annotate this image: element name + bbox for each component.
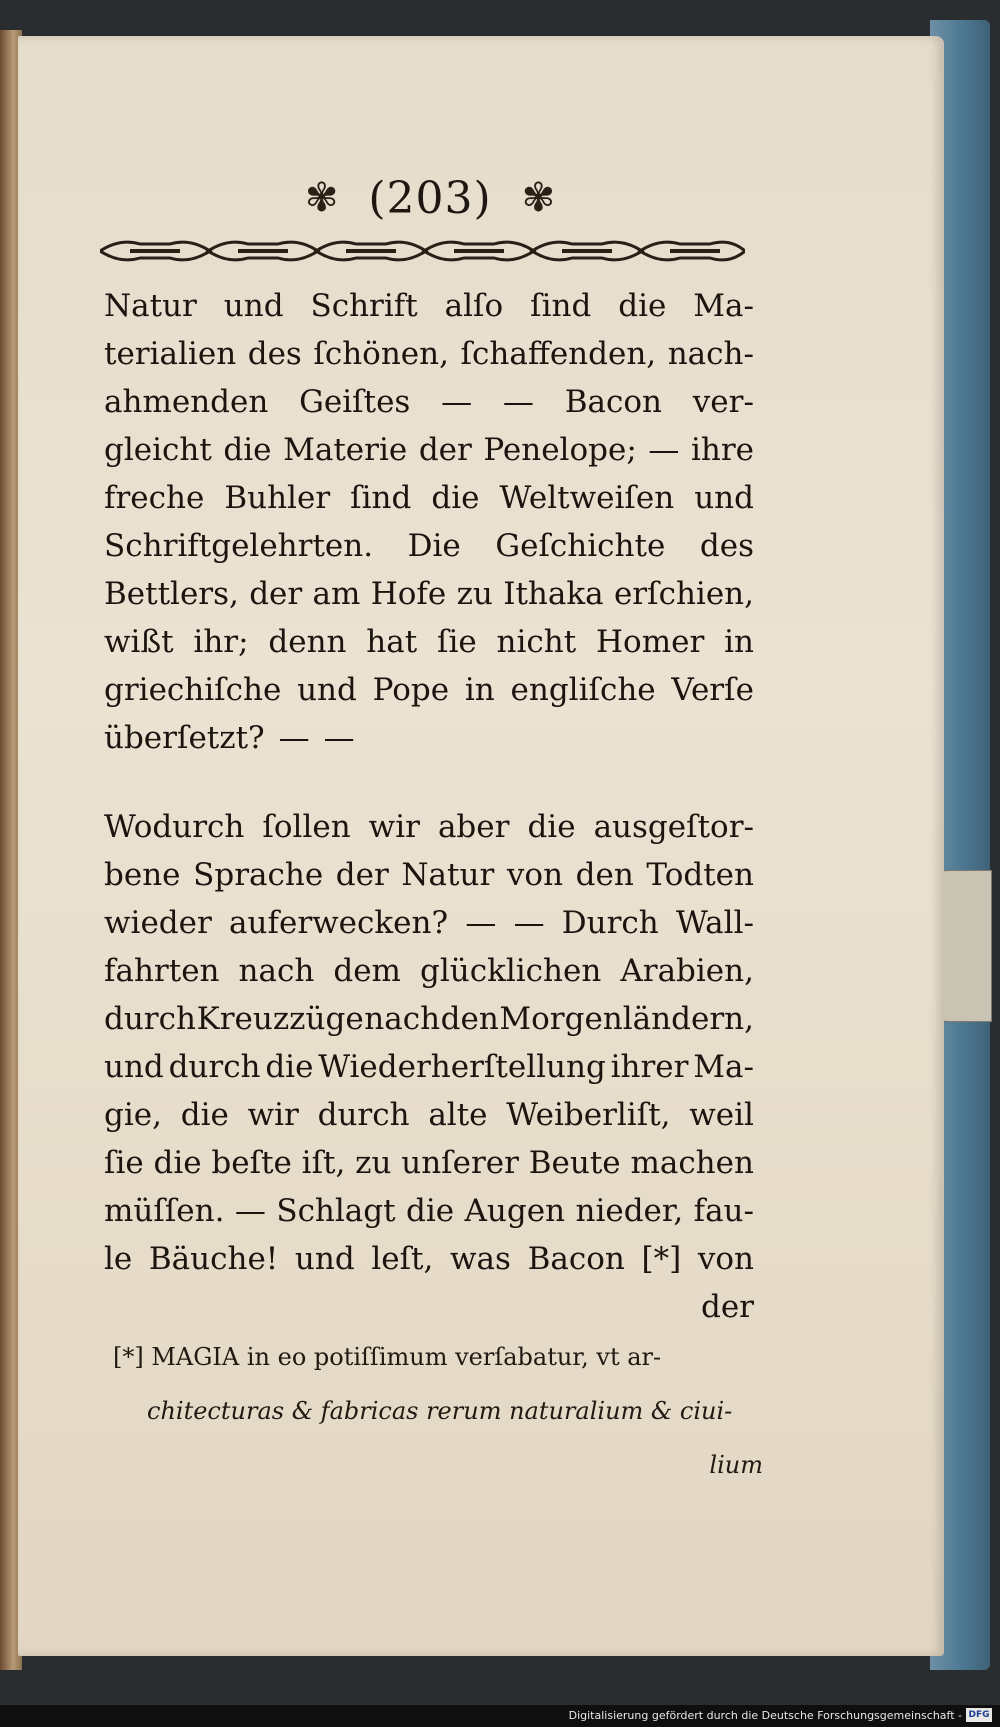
word: alſo <box>444 288 504 324</box>
word: Schriftgelehrten. <box>104 528 374 564</box>
word: ſind <box>530 288 592 324</box>
word: von <box>506 857 564 893</box>
word: ihrer <box>610 1049 689 1085</box>
word: Morgenländern, <box>499 1001 754 1037</box>
word: und <box>297 672 357 708</box>
word: die <box>223 432 272 468</box>
text-line <box>104 330 754 378</box>
word: gleicht <box>104 432 212 468</box>
word: Hofe <box>370 576 447 612</box>
word: des <box>247 336 302 372</box>
word: Weiberliſt, <box>506 1097 671 1133</box>
word: Todten <box>646 857 754 893</box>
word: die <box>618 288 667 324</box>
page-header <box>270 168 590 228</box>
footnote-line: chitecturas & fabricas rerum naturalium & ciui- <box>147 1397 733 1425</box>
flower-ornament-icon: ✾ <box>304 175 339 221</box>
word: glücklichen <box>419 953 602 989</box>
word: zu <box>456 576 493 612</box>
word: — <box>648 432 680 468</box>
word: aber <box>437 809 510 845</box>
word: terialien <box>104 336 237 372</box>
word: ver- <box>692 384 754 420</box>
word: überſetzt? <box>104 720 265 756</box>
word: — <box>441 384 473 420</box>
word: nach <box>364 1001 441 1037</box>
word: beſte <box>211 1145 292 1181</box>
word: die <box>527 809 576 845</box>
word: — <box>323 720 355 756</box>
word: zu <box>355 1145 392 1181</box>
word: ihr; <box>193 624 249 660</box>
word: Schlagt <box>276 1193 396 1229</box>
word: der <box>249 576 303 612</box>
footnote-line: lium <box>709 1451 763 1479</box>
paragraph-2 <box>104 803 754 1331</box>
word: und <box>694 480 754 516</box>
footnote <box>113 1330 763 1492</box>
word: Bäuche! <box>148 1241 279 1277</box>
word: engliſche <box>510 672 656 708</box>
word: Natur <box>104 288 197 324</box>
text-line <box>104 618 754 666</box>
word: der <box>335 857 389 893</box>
word: ahmenden <box>104 384 269 420</box>
text-line <box>104 666 754 714</box>
word: Kreuzzüge <box>196 1001 364 1037</box>
word: le <box>104 1241 133 1277</box>
ornamental-border-rule <box>100 234 745 268</box>
word: des <box>699 528 754 564</box>
word: fahrten <box>104 953 220 989</box>
word: fau- <box>693 1193 754 1229</box>
word: ſollen <box>262 809 351 845</box>
word: der <box>700 1289 754 1325</box>
word: die <box>431 480 480 516</box>
word: bene <box>104 857 181 893</box>
word: müſſen. <box>104 1193 225 1229</box>
dfg-logo: DFG <box>966 1708 992 1722</box>
text-line <box>104 1235 754 1283</box>
word: nieder, <box>575 1193 684 1229</box>
word: durch <box>168 1049 261 1085</box>
word: Die <box>407 528 461 564</box>
word: wißt <box>104 624 174 660</box>
word: Arabien, <box>620 953 754 989</box>
text-line <box>104 522 754 570</box>
word: durch <box>104 1001 196 1037</box>
flower-ornament-icon: ✾ <box>521 175 556 221</box>
word: durch <box>317 1097 410 1133</box>
word: Geiſtes <box>299 384 411 420</box>
word: der <box>418 432 472 468</box>
word: in <box>724 624 754 660</box>
word: Augen <box>464 1193 566 1229</box>
word: Ithaka <box>503 576 604 612</box>
footnote-line: [*] MAGIA in eo potiſſimum verſabatur, vt ar- <box>113 1343 662 1371</box>
word: wir <box>368 809 420 845</box>
word: — <box>465 905 497 941</box>
word: erſchien, <box>613 576 754 612</box>
text-line <box>104 426 754 474</box>
word: denn <box>268 624 347 660</box>
word: gie, <box>104 1097 162 1133</box>
word: wieder <box>104 905 212 941</box>
word: den <box>440 1001 499 1037</box>
text-line <box>104 378 754 426</box>
text-line <box>104 947 754 995</box>
word: ſchönen, <box>313 336 449 372</box>
paragraph-1 <box>104 282 754 762</box>
text-line <box>104 282 754 330</box>
word: hat <box>366 624 418 660</box>
word: freche <box>104 480 205 516</box>
word: — <box>513 905 545 941</box>
footer-credit: Digitalisierung gefördert durch die Deutsche Forschungsgemeinschaft - <box>568 1709 962 1722</box>
text-line <box>104 570 754 618</box>
word: machen <box>630 1145 754 1181</box>
word: Penelope; <box>483 432 637 468</box>
text-line <box>104 474 754 522</box>
word: Verſe <box>671 672 754 708</box>
word: alte <box>428 1097 488 1133</box>
word: griechiſche <box>104 672 282 708</box>
word: die <box>265 1049 314 1085</box>
word: Weltweiſen <box>499 480 675 516</box>
text-line <box>104 1091 754 1139</box>
word: auferwecken? <box>229 905 449 941</box>
text-line <box>104 803 754 851</box>
word: nach- <box>667 336 754 372</box>
text-line <box>104 714 754 762</box>
word: Ma- <box>693 288 754 324</box>
word: Natur <box>401 857 495 893</box>
word: nach <box>238 953 315 989</box>
word: wir <box>247 1097 299 1133</box>
word: von <box>697 1241 754 1277</box>
word: leſt, <box>371 1241 434 1277</box>
word: und <box>104 1049 164 1085</box>
word: ſie <box>104 1145 144 1181</box>
word: Geſchichte <box>495 528 666 564</box>
word: ſie <box>437 624 477 660</box>
word: ihre <box>690 432 754 468</box>
word: Pope <box>372 672 450 708</box>
word: weil <box>689 1097 754 1133</box>
word: Bettlers, <box>104 576 239 612</box>
word: Wall- <box>676 905 754 941</box>
word: Bacon <box>564 384 662 420</box>
word: — <box>278 720 310 756</box>
word: Bacon <box>527 1241 625 1277</box>
word: iſt, <box>301 1145 346 1181</box>
word: nicht <box>496 624 577 660</box>
word: Wodurch <box>104 809 245 845</box>
word: was <box>450 1241 511 1277</box>
word: Materie <box>283 432 408 468</box>
text-line <box>104 995 754 1043</box>
word: und <box>294 1241 355 1277</box>
word: Ma- <box>693 1049 754 1085</box>
word: Durch <box>561 905 659 941</box>
word: [*] <box>641 1241 682 1277</box>
word: Homer <box>596 624 705 660</box>
word: dem <box>333 953 401 989</box>
word: unſerer <box>401 1145 519 1181</box>
word: ſind <box>350 480 412 516</box>
word: — <box>502 384 534 420</box>
word: in <box>464 672 495 708</box>
text-line <box>104 1283 754 1331</box>
text-line <box>104 1187 754 1235</box>
text-line <box>104 851 754 899</box>
text-line <box>104 899 754 947</box>
word: die <box>153 1145 202 1181</box>
word: die <box>406 1193 455 1229</box>
text-line <box>104 1139 754 1187</box>
word: Beute <box>528 1145 621 1181</box>
word: den <box>575 857 634 893</box>
word: ſchaffenden, <box>460 336 657 372</box>
word: Schrift <box>310 288 418 324</box>
word: am <box>312 576 361 612</box>
word: Buhler <box>224 480 331 516</box>
word: Sprache <box>193 857 324 893</box>
word: Wiederherſtellung <box>318 1049 606 1085</box>
word: die <box>180 1097 229 1133</box>
word: — <box>234 1193 266 1229</box>
text-line <box>104 1043 754 1091</box>
page-number: (203) <box>368 172 492 224</box>
word: und <box>223 288 284 324</box>
word: ausgeſtor- <box>593 809 754 845</box>
